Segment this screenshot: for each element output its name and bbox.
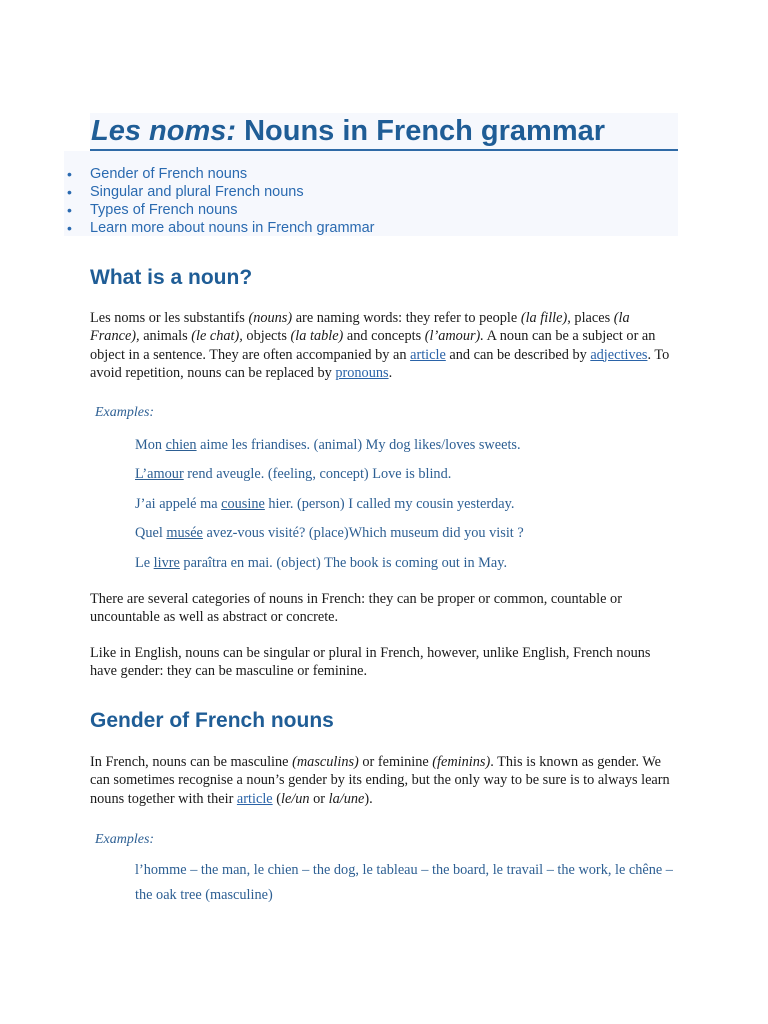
intro-paragraph: Les noms or les substantifs (nouns) are naming words: they refer to people (la fille), places (la France), animals (le chat), objects (la table) and concepts (l’amour). A noun can be a subject or an object in a sentence. They are often accompanied by an article and can be described by adjectives. To avoid repetition, nouns can be replaced by pronouns. bbox=[90, 310, 670, 381]
example-sentence: Mon chien aime les friandises. (animal) My dog likes/loves sweets. bbox=[135, 437, 521, 453]
table-of-contents bbox=[64, 151, 678, 236]
adjectives-link[interactable]: adjectives bbox=[590, 346, 648, 363]
title-banner bbox=[90, 113, 678, 151]
page-title bbox=[91, 113, 605, 149]
toc-link[interactable]: Types of French nouns bbox=[90, 202, 238, 218]
title-italic: Les noms: bbox=[91, 115, 237, 147]
bullet-icon: • bbox=[67, 184, 72, 200]
examples-label: Examples: bbox=[95, 832, 155, 847]
example-sentence: Quel musée avez-vous visité? (place)Which museum did you visit ? bbox=[135, 525, 524, 541]
example-sentence: l’homme – the man, le chien – the dog, le tableau – the board, le travail – the work, le chêne – the oak tree (masculine) bbox=[135, 862, 673, 903]
article-link[interactable]: article bbox=[410, 346, 446, 363]
section-heading-what-is-noun: What is a noun? bbox=[90, 266, 253, 289]
toc-link[interactable]: Gender of French nouns bbox=[90, 166, 248, 182]
categories-paragraph: There are several categories of nouns in French: they can be proper or common, countable or uncountable as well as abstract or concrete. bbox=[90, 591, 622, 626]
gender-intro-paragraph: Like in English, nouns can be singular or plural in French, however, unlike English, French nouns have gender: they can be masculine or feminine. bbox=[90, 645, 651, 680]
bullet-icon: • bbox=[67, 202, 72, 218]
gender-paragraph: In French, nouns can be masculine (masculins) or feminine (feminins). This is known as gender. We can sometimes recognise a noun’s gender by its ending, but the only way to be sure is to always learn nouns together with their article (le/un or la/une). bbox=[90, 754, 670, 807]
examples-label: Examples: bbox=[95, 405, 155, 420]
pronouns-link[interactable]: pronouns bbox=[335, 364, 389, 381]
toc-link[interactable]: Learn more about nouns in French grammar bbox=[90, 220, 375, 236]
example-sentence: Le livre paraîtra en mai. (object) The book is coming out in May. bbox=[135, 555, 508, 571]
title-rest: Nouns in French grammar bbox=[236, 115, 606, 147]
bullet-icon: • bbox=[67, 220, 72, 236]
example-sentence: L’amour rend aveugle. (feeling, concept) Love is blind. bbox=[135, 466, 452, 482]
section-heading-gender: Gender of French nouns bbox=[90, 709, 334, 732]
article-link[interactable]: article bbox=[236, 790, 273, 807]
example-sentence: J’ai appelé ma cousine hier. (person) I called my cousin yesterday. bbox=[135, 496, 515, 512]
toc-link[interactable]: Singular and plural French nouns bbox=[90, 184, 304, 200]
bullet-icon: • bbox=[67, 166, 72, 182]
